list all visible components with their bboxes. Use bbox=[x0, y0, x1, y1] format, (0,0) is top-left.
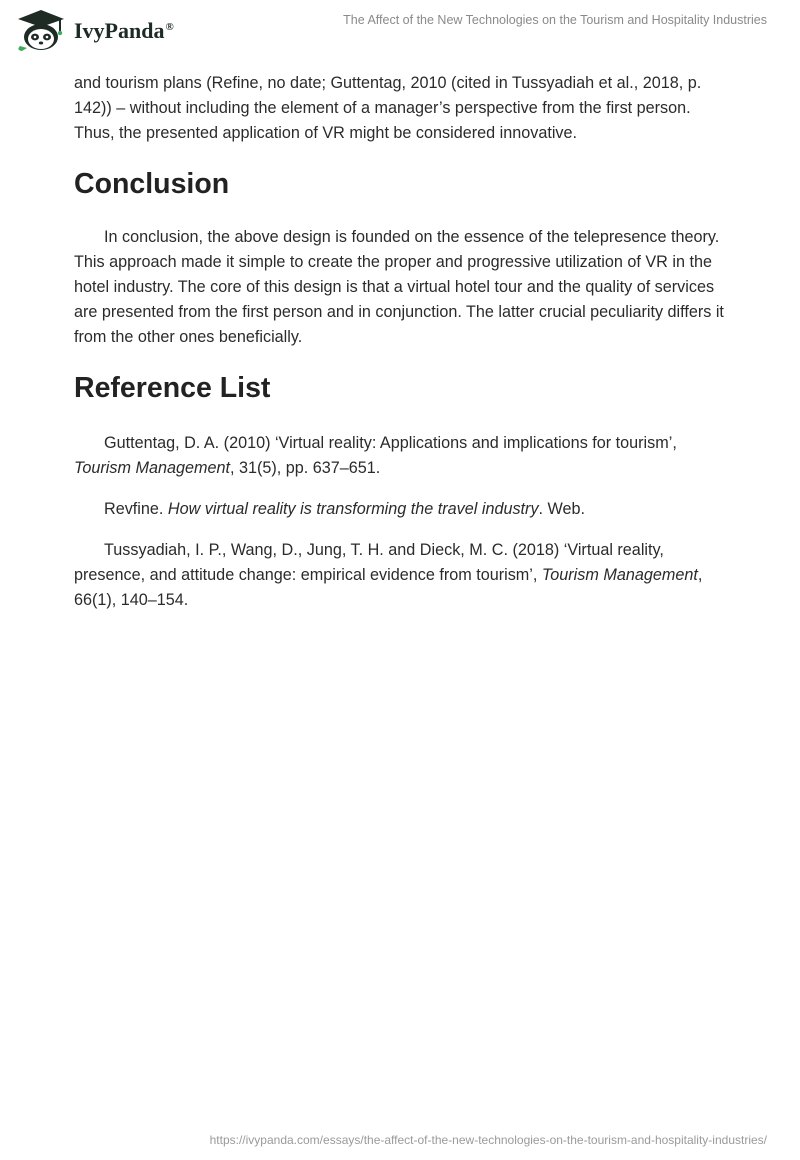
panda-graduation-cap-icon bbox=[14, 8, 68, 52]
essay-content bbox=[74, 71, 734, 629]
running-title: The Affect of the New Technologies on the Tourism and Hospitality Industries bbox=[343, 13, 767, 27]
logo-text: IvyPanda® bbox=[74, 18, 174, 43]
ivypanda-logo[interactable] bbox=[14, 8, 174, 52]
page-header bbox=[0, 0, 800, 64]
references-heading: Reference List bbox=[74, 372, 271, 404]
continuation-paragraph: and tourism plans (Refine, no date; Guttentag, 2010 (cited in Tussyadiah et al., 2018, p. 142)) – without including the element of a manager’s perspective from the first person. Thus, the presented application of VR might be considered innovative. bbox=[74, 74, 702, 142]
reference-item: Guttentag, D. A. (2010) ‘Virtual reality: Applications and implications for tourism’, Tourism Management, 31(5), pp. 637–651. bbox=[74, 434, 677, 477]
reference-item: Revfine. How virtual reality is transforming the travel industry. Web. bbox=[104, 500, 586, 518]
conclusion-heading: Conclusion bbox=[74, 168, 230, 200]
footer-url[interactable]: https://ivypanda.com/essays/the-affect-of-the-new-technologies-on-the-tourism-and-hospitality-industries/ bbox=[209, 1133, 767, 1147]
reference-item: Tussyadiah, I. P., Wang, D., Jung, T. H. and Dieck, M. C. (2018) ‘Virtual reality, presence, and attitude change: empirical evidence from tourism’, Tourism Management, 66(1), 140–154. bbox=[74, 541, 703, 609]
conclusion-paragraph: In conclusion, the above design is founded on the essence of the telepresence theory. This approach made it simple to create the proper and progressive utilization of VR in the hotel industry. The core of this design is that a virtual hotel tour and the quality of services are presented from the first person and in conjunction. The latter crucial peculiarity differs it from the other ones beneficially. bbox=[74, 228, 724, 346]
